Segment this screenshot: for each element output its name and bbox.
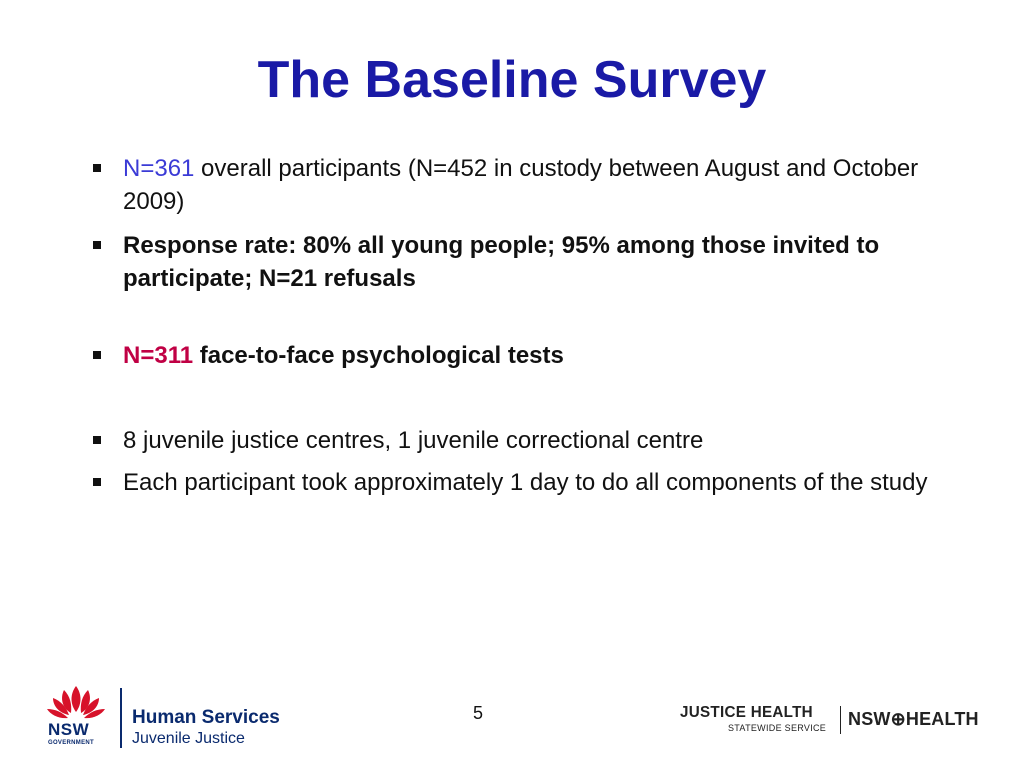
square-bullet-icon bbox=[93, 478, 101, 486]
bullet-item bbox=[92, 424, 972, 457]
square-bullet-icon bbox=[93, 436, 101, 444]
department-name: Human Services bbox=[132, 707, 280, 728]
test-count: N=311 bbox=[123, 342, 194, 369]
square-bullet-icon bbox=[93, 164, 101, 172]
bullet-item bbox=[92, 152, 972, 218]
bullet-item bbox=[92, 339, 972, 372]
square-bullet-icon bbox=[93, 241, 101, 249]
bullet-item bbox=[92, 229, 972, 295]
bullet-list bbox=[92, 152, 972, 496]
page-number: 5 bbox=[473, 703, 484, 723]
square-bullet-icon bbox=[93, 351, 101, 359]
logo-divider bbox=[120, 688, 122, 748]
government-wordmark: GOVERNMENT bbox=[48, 740, 95, 746]
bullet-text: Response rate: 80% all young people; 95% among those invited to participate; N=21 refusals bbox=[123, 232, 880, 292]
department-subname: Juvenile Justice bbox=[132, 730, 245, 747]
bullet-text: face-to-face psychological tests bbox=[193, 342, 564, 369]
bullet-text: Each participant took approximately 1 day to do all components of the study bbox=[123, 469, 928, 496]
statewide-service-wordmark: STATEWIDE SERVICE bbox=[728, 723, 827, 733]
nsw-wordmark: NSW bbox=[48, 720, 90, 739]
bullet-text: overall participants (N=452 in custody between August and October 2009) bbox=[123, 155, 919, 215]
logo-divider bbox=[840, 706, 841, 734]
nsw-human-services-logo bbox=[42, 682, 302, 752]
nsw-health-wordmark: NSW⊕HEALTH bbox=[848, 709, 979, 729]
bullet-item bbox=[92, 466, 972, 499]
participant-count: N=361 bbox=[123, 155, 195, 182]
justice-health-wordmark: JUSTICE HEALTH bbox=[680, 704, 813, 721]
slide-title: The Baseline Survey bbox=[257, 51, 767, 109]
bullet-text: 8 juvenile justice centres, 1 juvenile correctional centre bbox=[123, 427, 704, 454]
justice-health-logo bbox=[680, 700, 1010, 740]
